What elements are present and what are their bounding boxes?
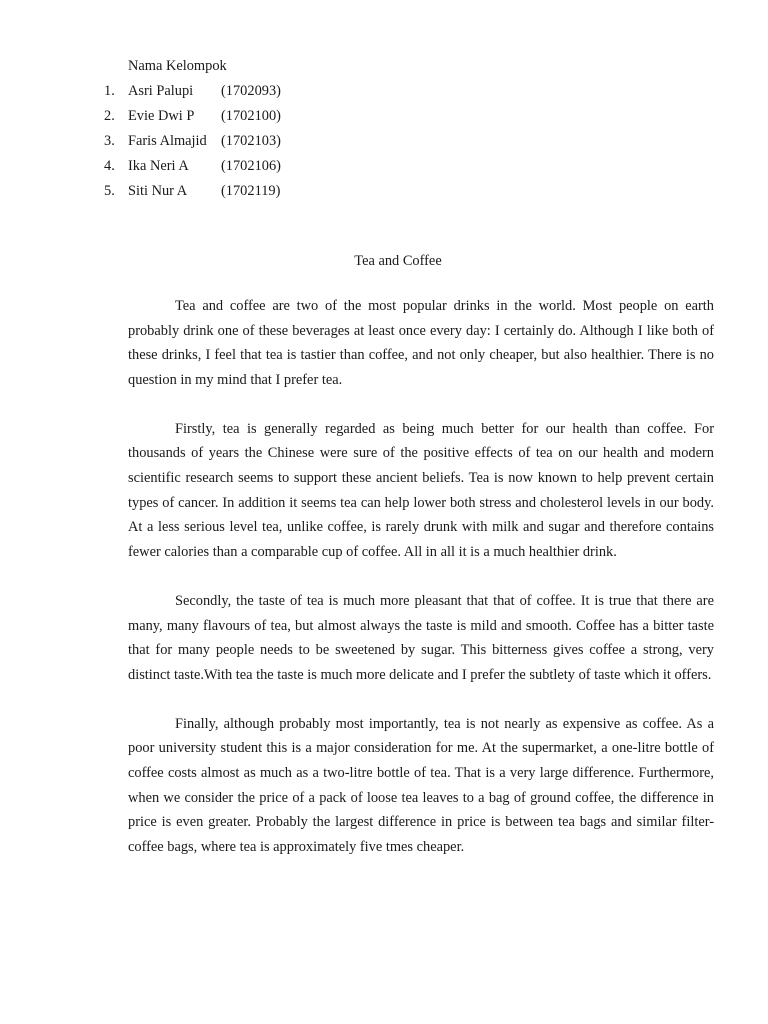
essay-paragraph-price: Finally, although probably most importantly, tea is not nearly as expensive as coffee. As a poor university student this is a major consideration for me. At the supermarket, a one-litre bottle of coffee costs almost as much as a two-litre bottle of tea. That is a very large difference. Furthermore, when we consider the price of a pack of loose tea leaves to a bag of ground coffee, the difference in price is even greater. Probably the largest difference in price is between tea bags and similar filter-coffee bags, where tea is approximately five tmes cheaper. — [128, 715, 714, 855]
member-name: Siti Nur A — [128, 183, 188, 199]
essay-paragraph-intro: Tea and coffee are two of the most popular drinks in the world. Most people on earth probably drink one of these beverages at least once every day: I certainly do. Although I like both of these drinks, I feel that tea is tastier than coffee, and not only cheaper, but also healthier. There is no question in my mind that I prefer tea. — [128, 298, 714, 388]
member-id: (1702100) — [221, 108, 281, 124]
member-number: 5. — [104, 183, 115, 199]
group-title: Nama Kelompok — [128, 58, 227, 74]
essay-body — [128, 294, 714, 884]
member-id: (1702103) — [221, 133, 281, 149]
member-name: Evie Dwi P — [128, 108, 195, 124]
member-id: (1702093) — [221, 83, 281, 99]
member-number: 4. — [104, 158, 115, 174]
essay-paragraph-taste: Secondly, the taste of tea is much more pleasant that that of coffee. It is true that there are many, many flavours of tea, but almost always the taste is mild and smooth. Coffee has a bitter taste that for many people needs to be sweetened by sugar. This bitterness gives coffee a strong, very distinct taste.With tea the taste is much more delicate and I prefer the subtlety of taste which it offers. — [128, 592, 714, 683]
member-id: (1702106) — [221, 158, 281, 174]
essay-title: Tea and Coffee — [354, 253, 442, 269]
member-number: 2. — [104, 108, 115, 124]
member-name: Ika Neri A — [128, 158, 189, 174]
member-id: (1702119) — [221, 183, 281, 199]
member-name: Asri Palupi — [128, 83, 194, 99]
member-number: 3. — [104, 133, 115, 149]
member-number: 1. — [104, 83, 115, 99]
essay-paragraph-health: Firstly, tea is generally regarded as being much better for our health than coffee. For thousands of years the Chinese were sure of the positive effects of tea on our health and modern scientific research seems to support these ancient beliefs. Tea is now known to help prevent certain types of cancer. In addition it seems tea can help lower both stress and cholesterol levels in our body. At a less serious level tea, unlike coffee, is rarely drunk with milk and sugar and therefore contains fewer calories than a comparable cup of coffee. All in all it is a much healthier drink. — [128, 420, 714, 560]
member-name: Faris Almajid — [128, 133, 207, 149]
